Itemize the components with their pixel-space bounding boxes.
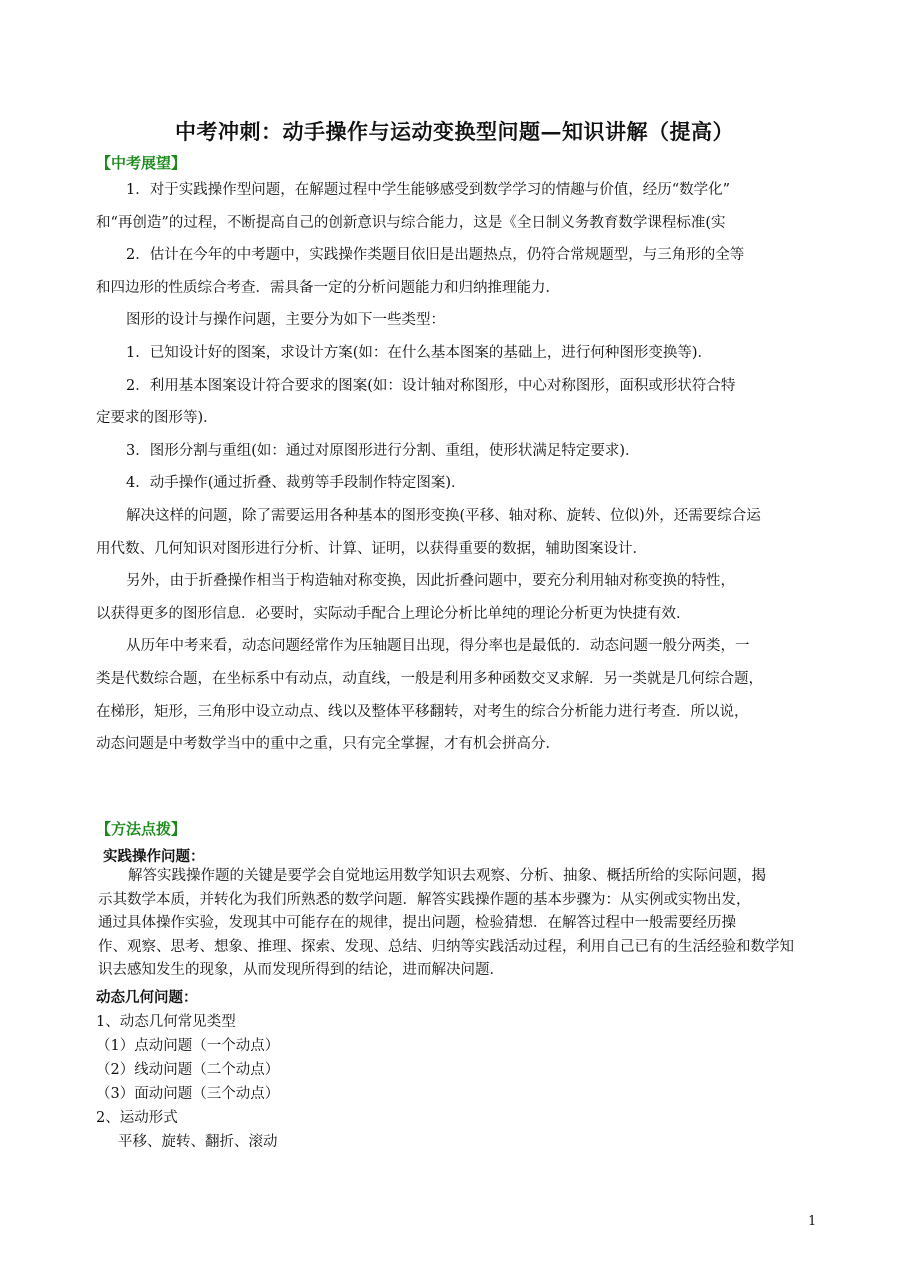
- text-line: 2．利用基本图案设计符合要求的图案(如：设计轴对称图形，中心对称图形，面积或形状符合特: [126, 377, 736, 394]
- text-line: 和四边形的性质综合考查．需具备一定的分析问题能力和归纳推理能力．: [96, 279, 560, 296]
- text-line: 4．动手操作(通过折叠、裁剪等手段制作特定图案)．: [126, 475, 466, 492]
- text-line: 解答实践操作题的关键是要学会自觉地运用数学知识去观察、分析、抽象、概括所给的实际问题，揭: [128, 868, 766, 884]
- text-line: 类是代数综合题，在坐标系中有动点，动直线，一般是利用多种函数交叉求解．另一类就是几何综合题，: [96, 670, 763, 687]
- subheading-dynamic: 动态几何问题：: [96, 989, 198, 1006]
- section-heading-methods: 【方法点拨】: [96, 820, 187, 838]
- text-line: 定要求的图形等)．: [96, 410, 218, 427]
- subheading-practice: 实践操作问题：: [103, 848, 205, 865]
- list-item: 1、动态几何常见类型: [96, 1014, 236, 1030]
- text-line: 示其数学本质，并转化为我们所熟悉的数学问题．解答实践操作题的基本步骤为：从实例或实物出发，: [98, 891, 751, 908]
- text-line: 以获得更多的图形信息．必要时，实际动手配合上理论分析比单纯的理论分析更为快捷有效．: [96, 605, 691, 622]
- text-line: 图形的设计与操作问题，主要分为如下一些类型：: [126, 312, 445, 329]
- text-line: 2．估计在今年的中考题中，实践操作类题目依旧是出题热点，仍符合常规题型，与三角形的全等: [126, 247, 745, 264]
- text-line: 1．对于实践操作型问题，在解题过程中学生能够感受到数学学习的情趣与价值，经历“数学化”: [126, 182, 731, 198]
- text-line: 在梯形，矩形，三角形中设立动点、线以及整体平移翻转，对考生的综合分析能力进行考查．所以说，: [96, 703, 749, 720]
- section-heading-outlook: 【中考展望】: [96, 154, 187, 172]
- text-line: 通过具体操作实验，发现其中可能存在的规律，提出问题，检验猜想．在解答过程中一般需要经历操: [98, 915, 736, 932]
- section-dynamic-geometry: [96, 986, 279, 1154]
- list-item: （1）点动问题（一个动点）: [96, 1038, 280, 1054]
- text-line: 作、观察、思考、想象、推理、探索、发现、总结、归纳等实践活动过程，利用自己已有的生活经验和数学知: [98, 938, 794, 955]
- text-line: 3．图形分割与重组(如：通过对原图形进行分割、重组，使形状满足特定要求)．: [126, 442, 640, 459]
- text-line: 另外，由于折叠操作相当于构造轴对称变换，因此折叠问题中，要充分利用轴对称变换的特性，: [126, 573, 735, 590]
- list-item: 平移、旋转、翻折、滚动: [118, 1134, 278, 1150]
- text-line: 解决这样的问题，除了需要运用各种基本的图形变换(平移、轴对称、旋转、位似)外，还需要综合运: [126, 507, 761, 524]
- text-line: 用代数、几何知识对图形进行分析、计算、证明，以获得重要的数据，辅助图案设计．: [96, 540, 647, 557]
- section-practice-body: [98, 865, 820, 983]
- list-item: （3）面动问题（三个动点）: [96, 1086, 280, 1102]
- text-line: 动态问题是中考数学当中的重中之重，只有完全掌握，才有机会拼高分．: [96, 736, 560, 753]
- text-line: 和“再创造”的过程，不断提高自己的创新意识与综合能力，这是《全日制义务教育数学课程标准(实: [96, 214, 726, 231]
- list-item: （2）线动问题（二个动点）: [96, 1062, 280, 1078]
- page-title: 中考冲刺：动手操作与运动变换型问题—知识讲解（提高）: [175, 119, 734, 144]
- text-line: 从历年中考来看，动态问题经常作为压轴题目出现，得分率也是最低的．动态问题一般分两类，一: [126, 638, 750, 655]
- list-item: 2、运动形式: [96, 1110, 178, 1126]
- text-line: 识去感知发生的现象，从而发现所得到的结论，进而解决问题．: [98, 962, 504, 979]
- page-number: 1: [808, 1214, 817, 1229]
- text-line: 1．已知设计好的图案，求设计方案(如：在什么基本图案的基础上，进行何种图形变换等)．: [126, 344, 713, 361]
- section-outlook-body: [96, 174, 816, 761]
